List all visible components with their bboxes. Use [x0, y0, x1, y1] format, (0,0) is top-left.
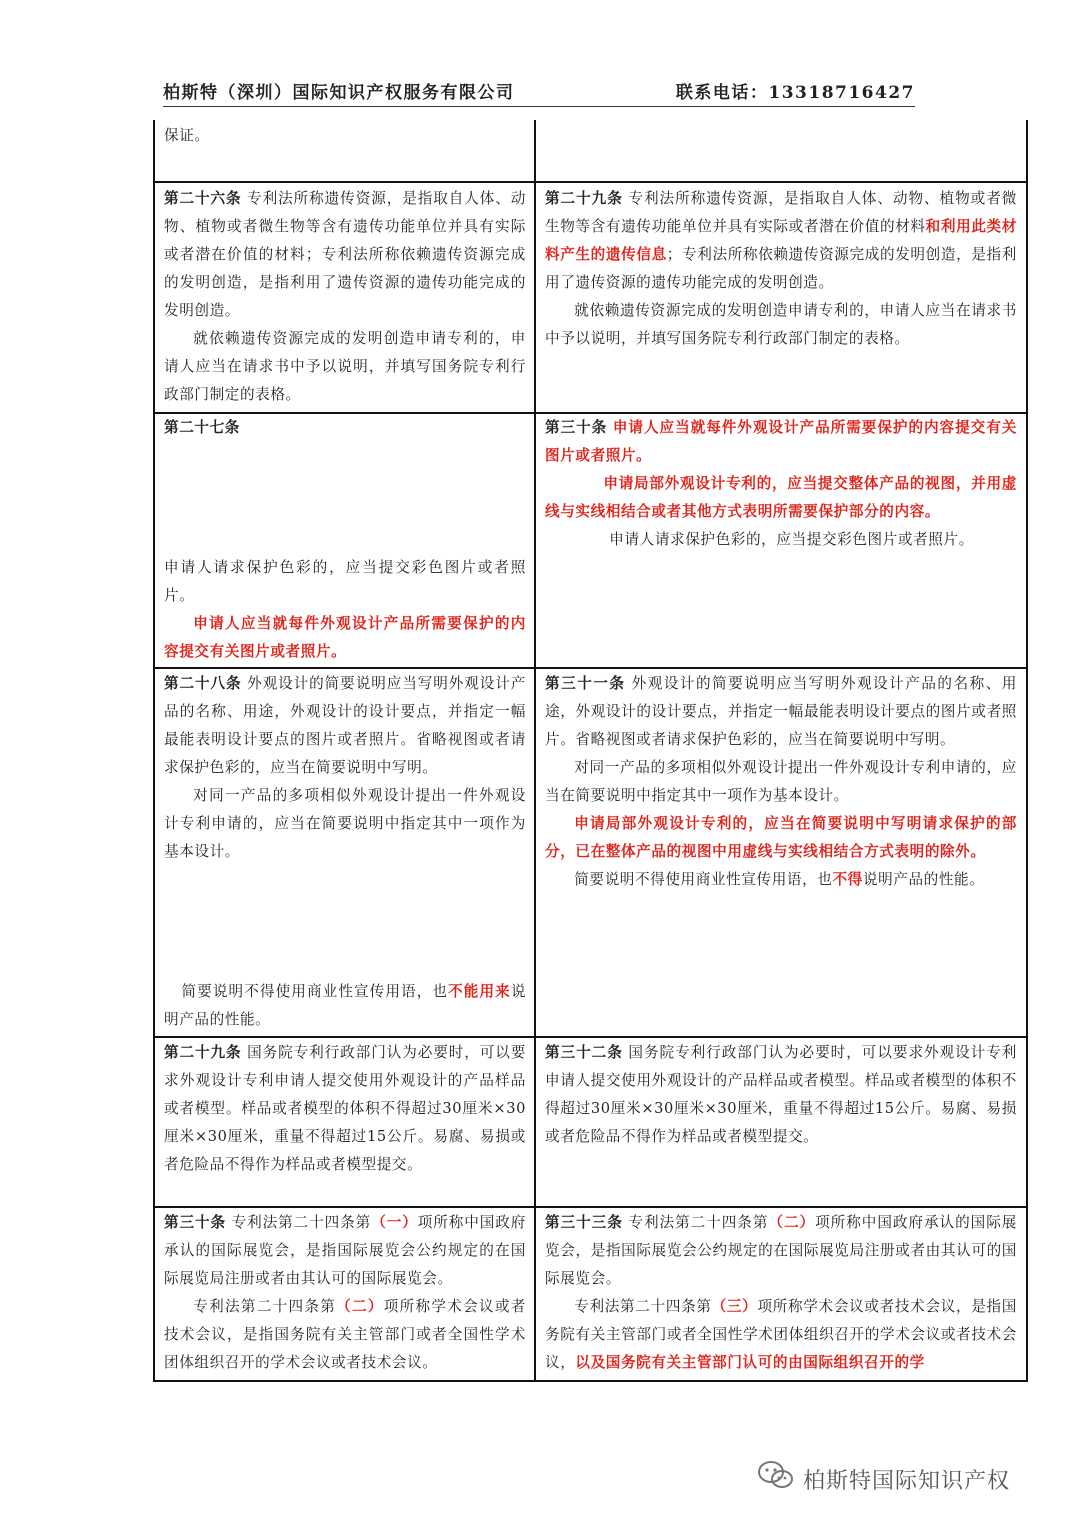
- amendment-highlight: 不得: [832, 871, 863, 888]
- article-title: 第三十二条: [545, 1044, 623, 1061]
- article-paragraph: 第三十二条 国务院专利行政部门认为必要时，可以要求外观设计专利申请人提交使用外观设计的产品样品或者模型。样品或者模型的体积不得超过30厘米×30厘米×30厘米，重量不得超过15公斤。易腐、易损或者危险品不得作为样品或者模型提交。: [545, 1044, 1017, 1145]
- table-divider-center: [534, 120, 536, 1382]
- company-name: 柏斯特（深圳）国际知识产权服务有限公司: [163, 83, 515, 103]
- article-paragraph: [545, 414, 1017, 470]
- table-cell-left: [164, 122, 526, 180]
- article-paragraph: 简要说明不得使用商业性宣传用语，也不能用来说明产品的性能。: [164, 983, 526, 1028]
- amendment-highlight: 申请人应当就每件外观设计产品所需要保护的内容提交有关图片或者照片。: [164, 615, 526, 660]
- article-paragraph: 第二十六条 专利法所称遗传资源，是指取自人体、动物、植物或者微生物等含有遗传功能单位并具有实际或者潜在价值的材料；专利法所称依赖遗传资源完成的发明创造，是指利用了遗传资源的遗传功能完成的发明创造。: [164, 190, 526, 319]
- amendment-highlight: 申请人应当就每件外观设计产品所需要保护的内容提交有关图片或者照片。: [545, 419, 1017, 464]
- table-cell-right: [545, 414, 1017, 666]
- watermark-text: 柏斯特国际知识产权: [803, 1469, 1011, 1494]
- amendment-highlight: （三）: [711, 1298, 758, 1315]
- article-paragraph: 专利法第二十四条第（三）项所称学术会议或者技术会议，是指国务院有关主管部门或者全国性学术团体组织召开的学术会议或者技术会议，以及国务院有关主管部门认可的由国际组织召开的学: [545, 1298, 1017, 1371]
- article-paragraph: 第二十九条 国务院专利行政部门认为必要时，可以要求外观设计专利申请人提交使用外观设计的产品样品或者模型。样品或者模型的体积不得超过30厘米×30厘米×30厘米，重量不得超过15公斤。易腐、易损或者危险品不得作为样品或者模型提交。: [164, 1044, 526, 1173]
- article-title: 第三十条: [164, 1214, 227, 1231]
- amendment-highlight: （二）: [768, 1214, 816, 1231]
- table-cell-left: [164, 670, 526, 1035]
- article-title: 第二十九条: [164, 1044, 242, 1061]
- article-title: 第二十八条: [164, 675, 242, 692]
- amendment-highlight: 和利用此类材料产生的遗传信息: [545, 218, 1017, 263]
- page-header: [163, 78, 915, 107]
- amendment-highlight: 申请局部外观设计专利的，应当在简要说明中写明请求保护的部分，已在整体产品的视图中用虚线与实线相结合方式表明的除外。: [545, 815, 1017, 860]
- article-paragraph: 第二十九条 专利法所称遗传资源，是指取自人体、动物、植物或者微生物等含有遗传功能单位并具有实际或者潜在价值的材料和利用此类材料产生的遗传信息；专利法所称依赖遗传资源完成的发明创造，是指利用了遗传资源的遗传功能完成的发明创造。: [545, 190, 1017, 291]
- comparison-table: [153, 120, 1028, 1382]
- article-paragraph: 第三十条 专利法第二十四条第（一）项所称中国政府承认的国际展览会，是指国际展览会公约规定的在国际展览局注册或者由其认可的国际展览会。: [164, 1214, 526, 1287]
- row-divider: [153, 667, 1028, 669]
- article-paragraph: 简要说明不得使用商业性宣传用语，也不得说明产品的性能。: [574, 871, 985, 888]
- table-cell-right: [545, 670, 1017, 1035]
- table-cell-left: [164, 1039, 526, 1205]
- article-paragraph: 申请人请求保护色彩的，应当提交彩色图片或者照片。: [164, 559, 526, 604]
- amendment-highlight: （二）: [336, 1298, 384, 1315]
- wechat-icon: [757, 1460, 795, 1492]
- article-paragraph: 第三十三条 专利法第二十四条第（二）项所称中国政府承认的国际展览会，是指国际展览会公约规定的在国际展览局注册或者由其认可的国际展览会。: [545, 1214, 1017, 1287]
- amendment-highlight: 以及国务院有关主管部门认可的由国际组织召开的学: [575, 1354, 925, 1371]
- table-cell-right: [545, 185, 1017, 411]
- table-cell-left: [164, 414, 526, 666]
- amendment-highlight: 不能用来: [448, 983, 511, 1000]
- row-divider: [153, 1206, 1028, 1208]
- table-cell-left: [164, 185, 526, 411]
- article-title: 第三十三条: [545, 1214, 623, 1231]
- table-cell-right: [545, 1209, 1017, 1379]
- table-border-bottom: [153, 1380, 1028, 1382]
- article-title: 第二十九条: [545, 190, 623, 207]
- article-paragraph: 第二十八条 外观设计的简要说明应当写明外观设计产品的名称、用途，外观设计的设计要点，并指定一幅最能表明设计要点的图片或者照片。省略视图或者请求保护色彩的，应当在简要说明中写明。: [164, 675, 526, 776]
- article-text: 保证。: [164, 127, 210, 144]
- row-divider: [153, 181, 1028, 183]
- article-title: 第二十七条: [164, 419, 240, 436]
- table-cell-left: [164, 1209, 526, 1379]
- amendment-highlight: （一）: [371, 1214, 418, 1231]
- row-divider: [153, 1036, 1028, 1038]
- article-paragraph: 就依赖遗传资源完成的发明创造申请专利的，申请人应当在请求书中予以说明，并填写国务院专利行政部门制定的表格。: [545, 302, 1017, 347]
- article-title: 第三十条: [545, 419, 608, 436]
- article-paragraph: 对同一产品的多项相似外观设计提出一件外观设计专利申请的，应当在简要说明中指定其中一项作为基本设计。: [164, 787, 526, 860]
- article-title: 第三十一条: [545, 675, 626, 692]
- table-border-left: [153, 120, 155, 1382]
- amendment-highlight: 申请局部外观设计专利的，应当提交整体产品的视图，并用虚线与实线相结合或者其他方式表明所需要保护部分的内容。: [545, 475, 1017, 520]
- article-paragraph: 专利法第二十四条第（二）项所称学术会议或者技术会议，是指国务院有关主管部门或者全国性学术团体组织召开的学术会议或者技术会议。: [164, 1298, 526, 1371]
- contact-phone: 联系电话：13318716427: [675, 83, 915, 103]
- article-paragraph: 对同一产品的多项相似外观设计提出一件外观设计专利申请的，应当在简要说明中指定其中一项作为基本设计。: [545, 759, 1017, 804]
- table-cell-right: [545, 1039, 1017, 1205]
- article-title: 第二十六条: [164, 190, 242, 207]
- article-paragraph: 就依赖遗传资源完成的发明创造申请专利的，申请人应当在请求书中予以说明，并填写国务院专利行政部门制定的表格。: [164, 330, 526, 403]
- table-border-right: [1026, 120, 1028, 1382]
- article-paragraph: 申请人请求保护色彩的，应当提交彩色图片或者照片。: [609, 531, 974, 548]
- watermark: [757, 1458, 1057, 1498]
- article-paragraph: 第三十一条 外观设计的简要说明应当写明外观设计产品的名称、用途，外观设计的设计要点，并指定一幅最能表明设计要点的图片或者照片。省略视图或者请求保护色彩的，应当在简要说明中写明。: [545, 675, 1017, 748]
